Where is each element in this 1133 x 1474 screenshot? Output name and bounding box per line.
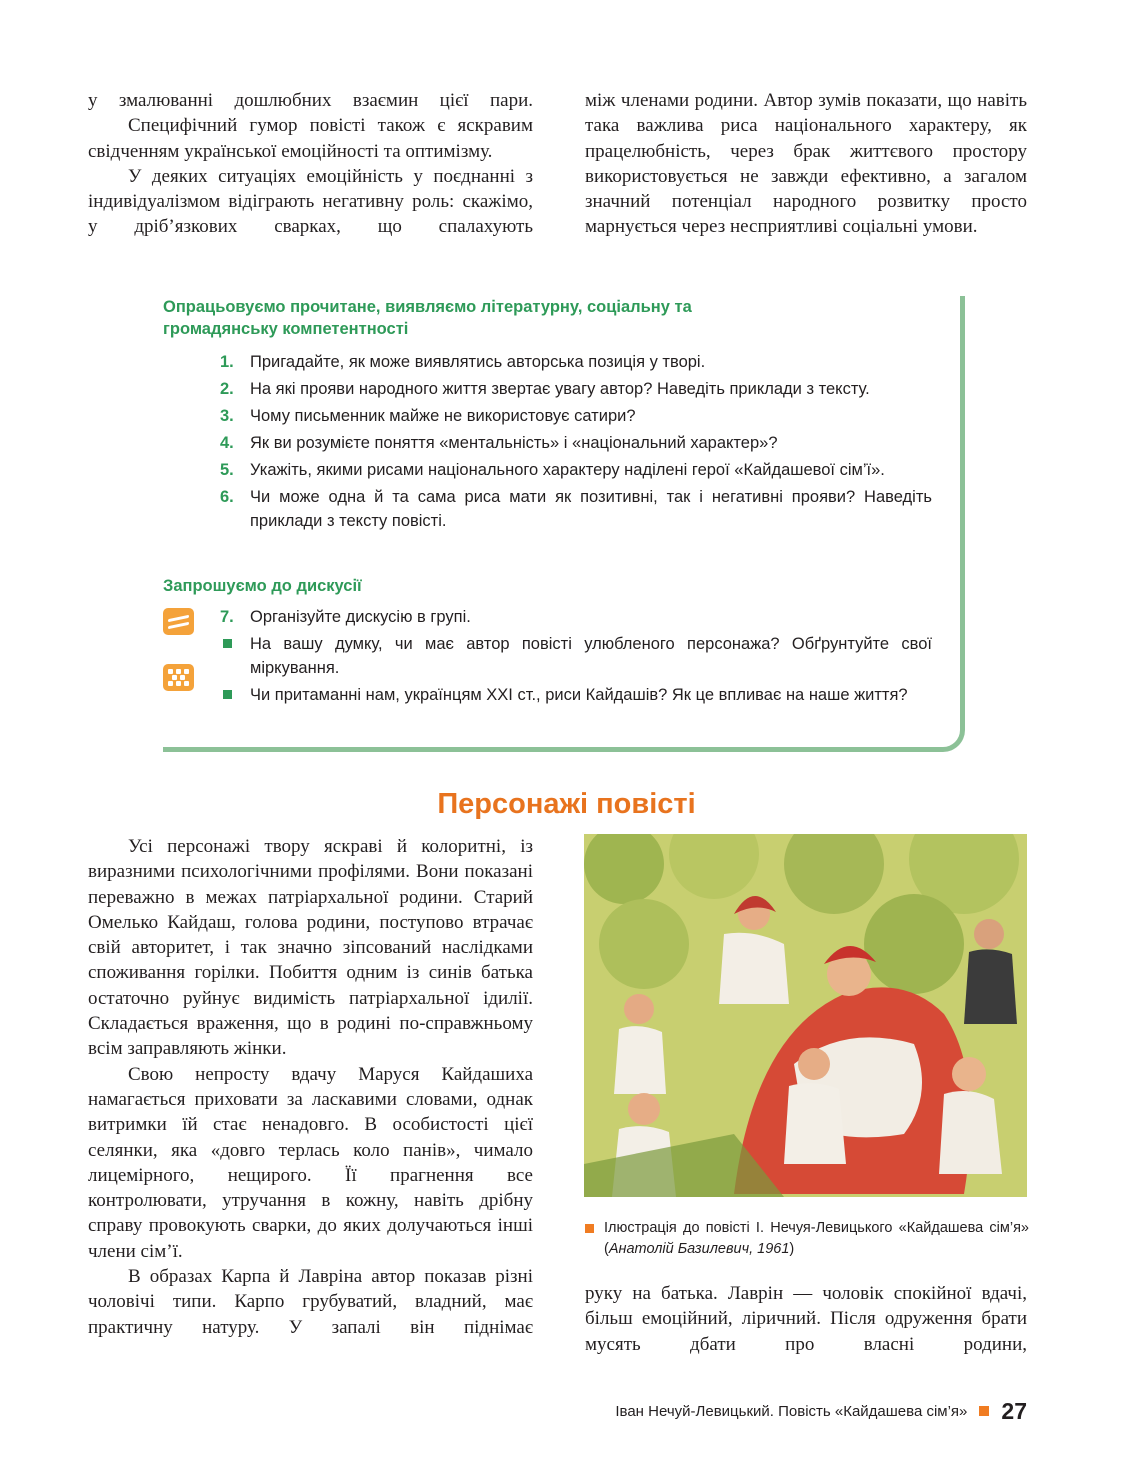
page-footer [615,1396,1027,1426]
top-left-column [88,88,533,240]
assignment-heading: Опрацьовуємо прочитане, виявляємо літературну, соціальну та громадянську компетентності [163,298,692,338]
bullet-square-icon [223,639,232,648]
paragraph: руку на батька. Лаврін — чоловік спокійної вдачі, більш емоційний, ліричний. Після одруження брати мусять дбати про власні родини, [585,1283,1027,1355]
list-item [220,683,932,707]
list-item [220,605,932,629]
page-number: 27 [1001,1397,1027,1424]
question-number: 2. [220,380,234,398]
paragraph: В образах Карпа й Лавріна автор показав різні чоловічі типи. Карпо грубуватий, владний, має практичну натуру. У запалі він піднімає [88,1266,533,1338]
discussion-list [220,605,932,710]
illustration-painting [584,834,1027,1197]
discussion-heading: Запрошуємо до дискусії [163,577,362,595]
bottom-left-column [88,834,533,1340]
group-work-icon [163,664,194,691]
list-item [220,404,932,428]
discussion-icon [163,608,194,635]
question-text: Організуйте дискусію в групі. [250,608,471,626]
question-text: Укажіть, якими рисами національного характеру наділені герої «Кайдашевої сім’ї». [250,461,885,479]
question-number: 5. [220,461,234,479]
question-number: 6. [220,488,234,506]
section-title: Персонажі повісті [437,788,696,820]
footer-square-icon [979,1406,989,1416]
paragraph: Усі персонажі твору яскраві й колоритні, із виразними психологічними профілями. Вони показані переважно в межах патріархальної родини. Старий Омелько Кайдаш, голова родини, поступово втрачає свій авторитет, і так значно зіпсований наслідками споживання горілки. Побиття одним із синів батька остаточно руйнує видимість патріархальної ідилії. Складається враження, що в родині по-справжньому всім заправляють жінки. [88,836,533,1060]
bullet-square-icon [223,690,232,699]
question-text: Чому письменник майже не використовує сатири? [250,407,636,425]
illustration-caption [584,1218,1029,1260]
question-text: Пригадайте, як може виявлятись авторська позиція у творі. [250,353,706,371]
top-right-column [585,88,1027,240]
paragraph: Свою непросту вдачу Маруся Кайдашиха намагається приховати за ласкавими словами, однак витримки їй стає ненадовго. В особистості цієї селянки, яка «довго терлась коло панів», чимало лицемірного, нещирого. Її прагнення все контролювати, утручання в кожну, навіть дрібну справу провокують сварки, до яких долучаються інші члени сім’ї. [88,1063,533,1262]
question-number: 1. [220,353,234,371]
paragraph: у змалюванні дошлюбних взаємин цієї пари. [88,90,533,111]
caption-author: Анатолій Базилевич, 1961 [608,1241,790,1257]
question-number: 7. [220,608,234,626]
list-item [220,350,932,374]
illustration [584,834,1027,1197]
paragraph: У деяких ситуаціях емоційність у поєднанні з індивідуалізмом відіграють негативну роль: скажімо, у дріб’язкових сварках, що спалахують [88,165,533,238]
question-number: 4. [220,434,234,452]
question-text: Чи притаманні нам, українцям ХХІ ст., риси Кайдашів? Як це впливає на наше життя? [250,686,908,704]
question-text: Як ви розумієте поняття «ментальність» і «національний характер»? [250,434,778,452]
running-footer-title: Іван Нечуй-Левицький. Повість «Кайдашева сім’я» [615,1402,968,1420]
bullet-square-icon [585,1224,594,1233]
question-number: 3. [220,407,234,425]
list-item [220,377,932,401]
paragraph: між членами родини. Автор зумів показати, що навіть така важлива риса національного характеру, як працелюбність, через брак життєвого простору використовується не завжди ефективно, а загалом значний потенціал народного розвитку просто марнується через несприятливі соціальні умови. [585,90,1027,238]
caption-close: ) [789,1241,795,1257]
question-list [220,350,932,536]
list-item [220,485,932,533]
list-item [220,458,932,482]
question-text: Чи може одна й та сама риса мати як позитивні, так і негативні прояви? Наведіть приклади з тексту повісті. [250,488,932,530]
bottom-right-column [585,1281,1027,1357]
list-item [220,632,932,680]
question-text: На які прояви народного життя звертає увагу автор? Наведіть приклади з тексту. [250,380,870,398]
caption-text: Ілюстрація до повісті І. Нечуя-Левицького «Кайдашева сім’я» ( [604,1220,1029,1257]
list-item [220,431,932,455]
question-text: На вашу думку, чи має автор повісті улюбленого персонажа? Обґрунтуйте свої міркування. [250,635,932,677]
paragraph: Специфічний гумор повісті також є яскравим свідченням української емоційності та оптимізму. [88,115,533,162]
